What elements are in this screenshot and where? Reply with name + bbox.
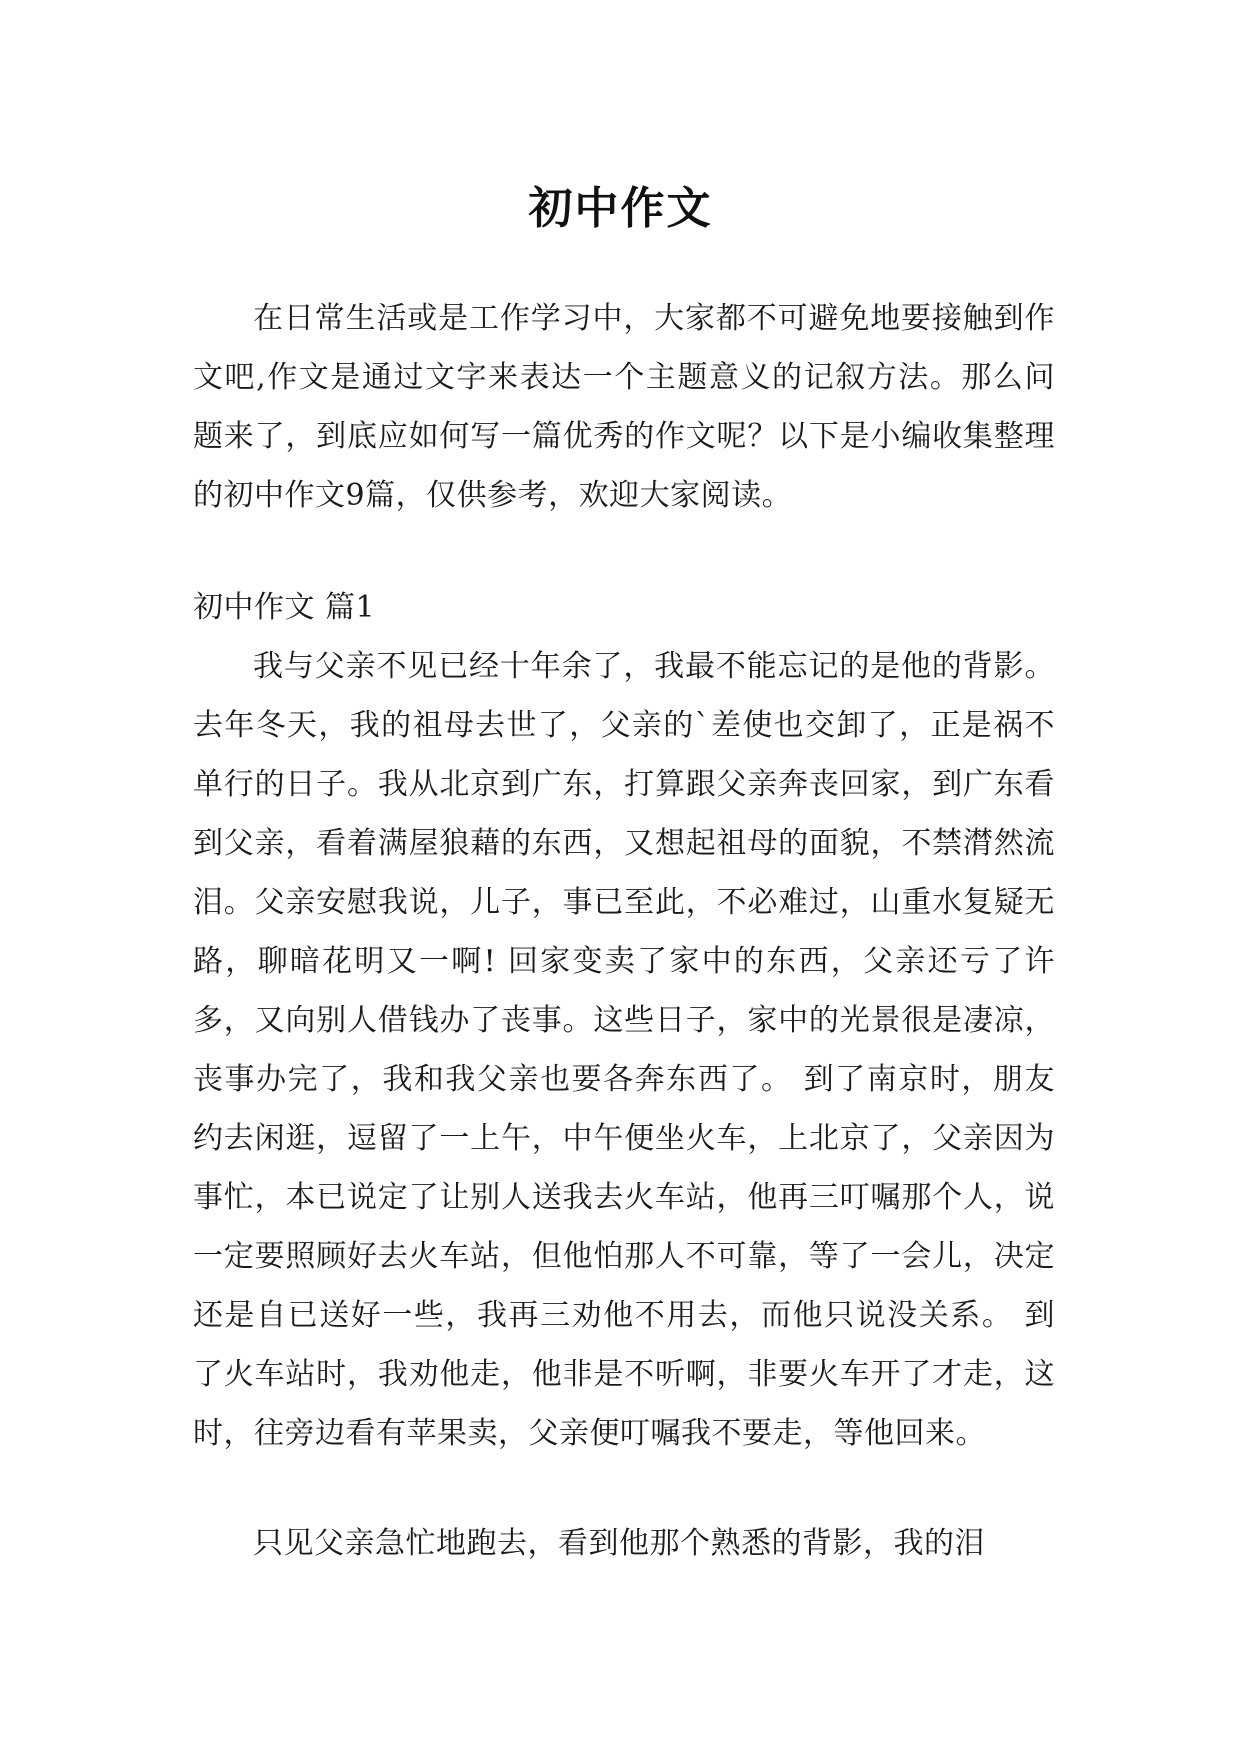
essay-body [193, 637, 1055, 1463]
essay-body-continued [193, 1514, 1055, 1573]
essay-paragraph: 只见父亲急忙地跑去，看到他那个熟悉的背影，我的泪 [253, 1526, 985, 1561]
document-title: 初中作文 [528, 183, 713, 235]
essay-paragraph: 我与父亲不见已经十年余了，我最不能忘记的是他的背影。 去年冬天，我的祖母去世了，父亲的`差使也交卸了，正是祸不单行的日子。我从北京到广东，打算跟父亲奔丧回家，到广东看到父亲，看着满屋狼藉的东西，又想起祖母的面貌，不禁潸然流泪。父亲安慰我说，儿子，事已至此，不必难过，山重水复疑无路，聊暗花明又一啊! 回家变卖了家中的东西，父亲还亏了许多，又向别人借钱办了丧事。这些日子，家中的光景很是凄凉，丧事办完了，我和我父亲也要各奔东西了。 到了南京时，朋友约去闲逛，逗留了一上午，中午便坐火车，上北京了，父亲因为事忙，本已说定了让别人送我去火车站，他再三叮嘱那个人，说一定要照顾好去火车站，但他怕那人不可靠，等了一会儿，决定还是自已送好一些，我再三劝他不用去，而他只说没关系。 到了火车站时，我劝他走，他非是不听啊，非要火车开了才走，这时，往旁边看有苹果卖，父亲便叮嘱我不要走，等他回来。 [193, 649, 1055, 1451]
intro-section [193, 289, 1055, 525]
section-heading: 初中作文 篇1 [193, 590, 376, 625]
intro-paragraph: 在日常生活或是工作学习中，大家都不可避免地要接触到作文吧,作文是通过文字来表达一个主题意义的记叙方法。那么问题来了，到底应如何写一篇优秀的作文呢？以下是小编收集整理的初中作文9篇，仅供参考，欢迎大家阅读。 [193, 301, 1055, 513]
